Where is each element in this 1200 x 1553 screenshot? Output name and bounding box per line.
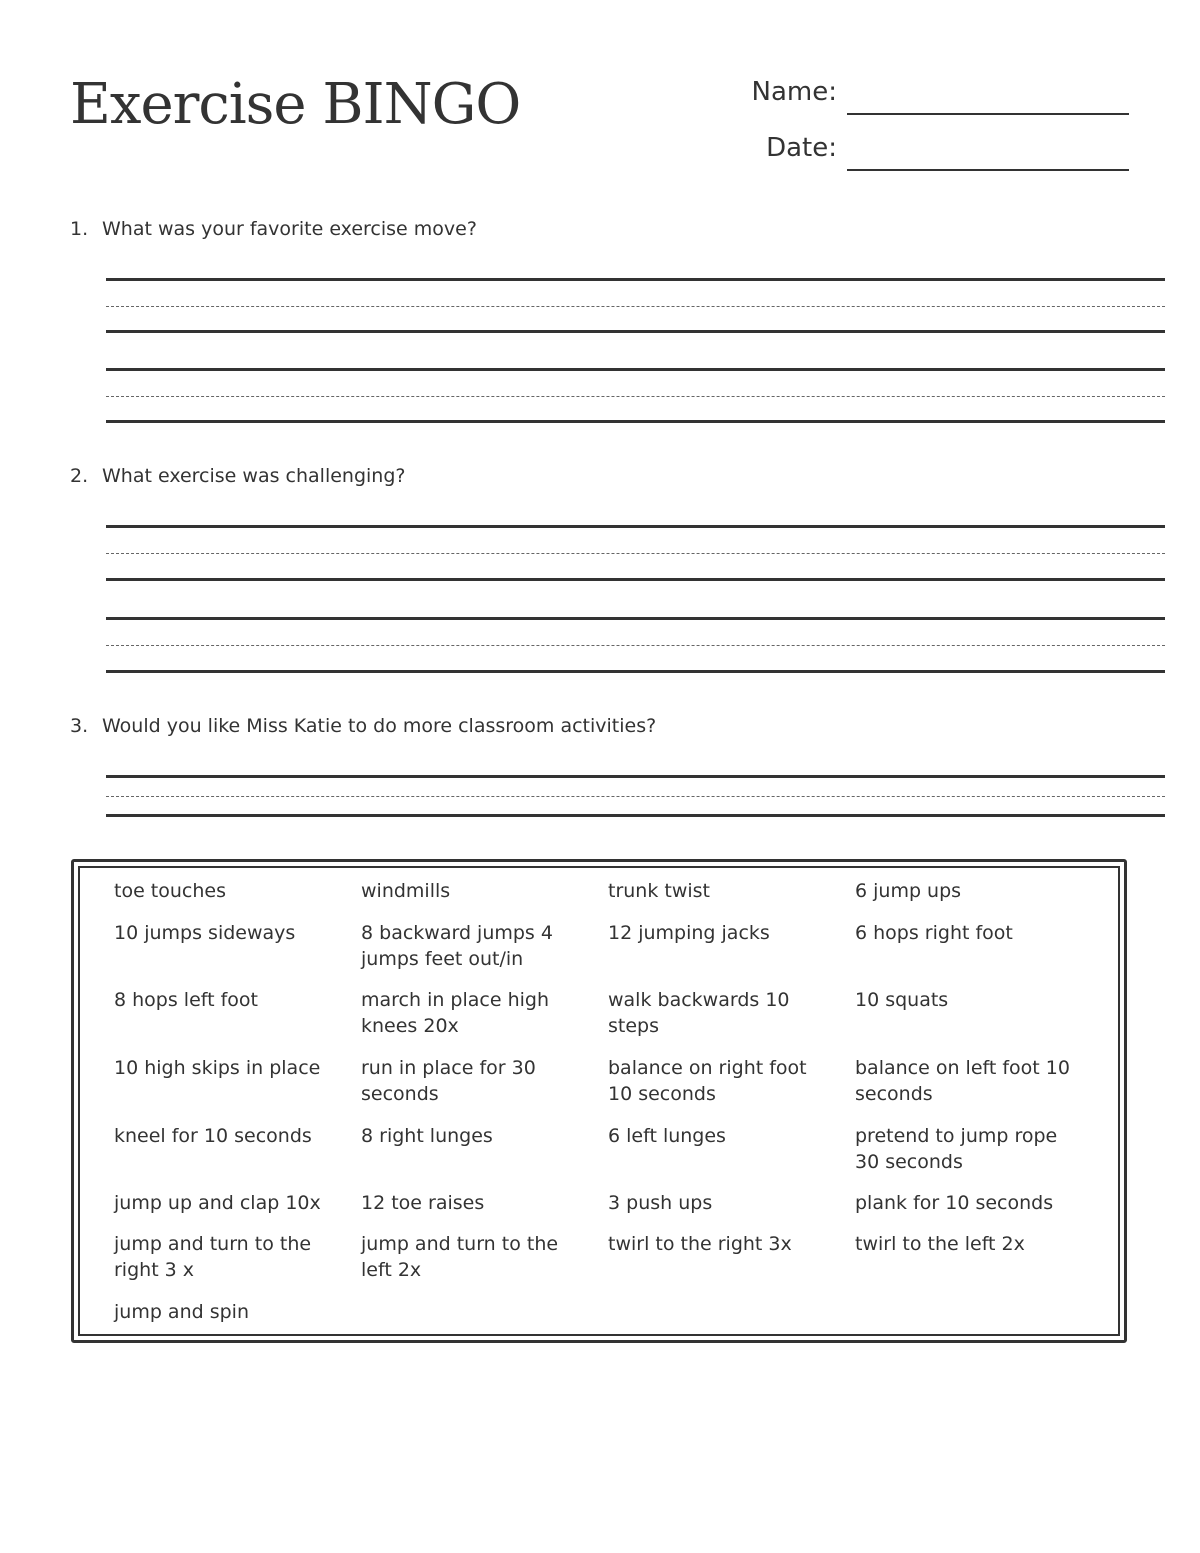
writing-guide [106, 645, 1165, 646]
bingo-cell: 3 push ups [608, 1192, 713, 1214]
bingo-cell: jump up and clap 10x [114, 1192, 321, 1214]
answer-lines-1 [106, 278, 1165, 428]
bingo-cell: 8 hops left foot [114, 989, 258, 1011]
writing-line [106, 670, 1165, 673]
writing-line [106, 420, 1165, 423]
writing-line [106, 617, 1165, 620]
bingo-cell: toe touches [114, 880, 226, 902]
bingo-cell: jump and spin [114, 1301, 249, 1323]
date-line [847, 169, 1129, 171]
bingo-cell: 10 jumps sideways [114, 922, 296, 944]
name-line [847, 113, 1129, 115]
bingo-cell: pretend to jump rope 30 seconds [855, 1125, 1058, 1173]
question-number: 1. [70, 218, 89, 240]
bingo-cell: 10 squats [855, 989, 949, 1011]
writing-line [106, 278, 1165, 281]
question-text: What was your favorite exercise move? [102, 218, 477, 240]
date-label: Date: [766, 133, 837, 163]
question-number: 2. [70, 465, 89, 487]
writing-guide [106, 306, 1165, 307]
bingo-cell: 12 toe raises [361, 1192, 485, 1214]
question-text: What exercise was challenging? [102, 465, 406, 487]
bingo-cell: 6 jump ups [855, 880, 962, 902]
question-text: Would you like Miss Katie to do more classroom activities? [102, 715, 657, 737]
bingo-cell: walk backwards 10 steps [608, 989, 790, 1037]
writing-line [106, 814, 1165, 817]
bingo-cell: 12 jumping jacks [608, 922, 770, 944]
bingo-cell: 6 left lunges [608, 1125, 726, 1147]
writing-line [106, 775, 1165, 778]
writing-guide [106, 396, 1165, 397]
bingo-cell: twirl to the left 2x [855, 1233, 1025, 1255]
bingo-cell: twirl to the right 3x [608, 1233, 792, 1255]
bingo-cell: kneel for 10 seconds [114, 1125, 312, 1147]
bingo-cell: balance on left foot 10 seconds [855, 1057, 1070, 1105]
bingo-cell: balance on right foot 10 seconds [608, 1057, 807, 1105]
writing-line [106, 330, 1165, 333]
page-title: Exercise BINGO [70, 72, 521, 137]
question-1 [70, 218, 477, 240]
bingo-cell: windmills [361, 880, 451, 902]
bingo-cell: 6 hops right foot [855, 922, 1013, 944]
bingo-cell: 10 high skips in place [114, 1057, 321, 1079]
bingo-cell: march in place high knees 20x [361, 989, 550, 1037]
writing-line [106, 368, 1165, 371]
answer-lines-2 [106, 525, 1165, 675]
writing-line [106, 525, 1165, 528]
bingo-cell: jump and turn to the right 3 x [114, 1233, 312, 1281]
name-label: Name: [751, 77, 837, 107]
bingo-cell: trunk twist [608, 880, 711, 902]
question-number: 3. [70, 715, 89, 737]
bingo-cell: plank for 10 seconds [855, 1192, 1054, 1214]
answer-lines-3 [106, 775, 1165, 820]
bingo-cell: 8 right lunges [361, 1125, 493, 1147]
bingo-cell: 8 backward jumps 4 jumps feet out/in [361, 922, 553, 970]
bingo-cell: run in place for 30 seconds [361, 1057, 536, 1105]
writing-line [106, 578, 1165, 581]
writing-guide [106, 553, 1165, 554]
bingo-cell: jump and turn to the left 2x [361, 1233, 559, 1281]
writing-guide [106, 796, 1165, 797]
question-3 [70, 715, 656, 737]
question-2 [70, 465, 405, 487]
